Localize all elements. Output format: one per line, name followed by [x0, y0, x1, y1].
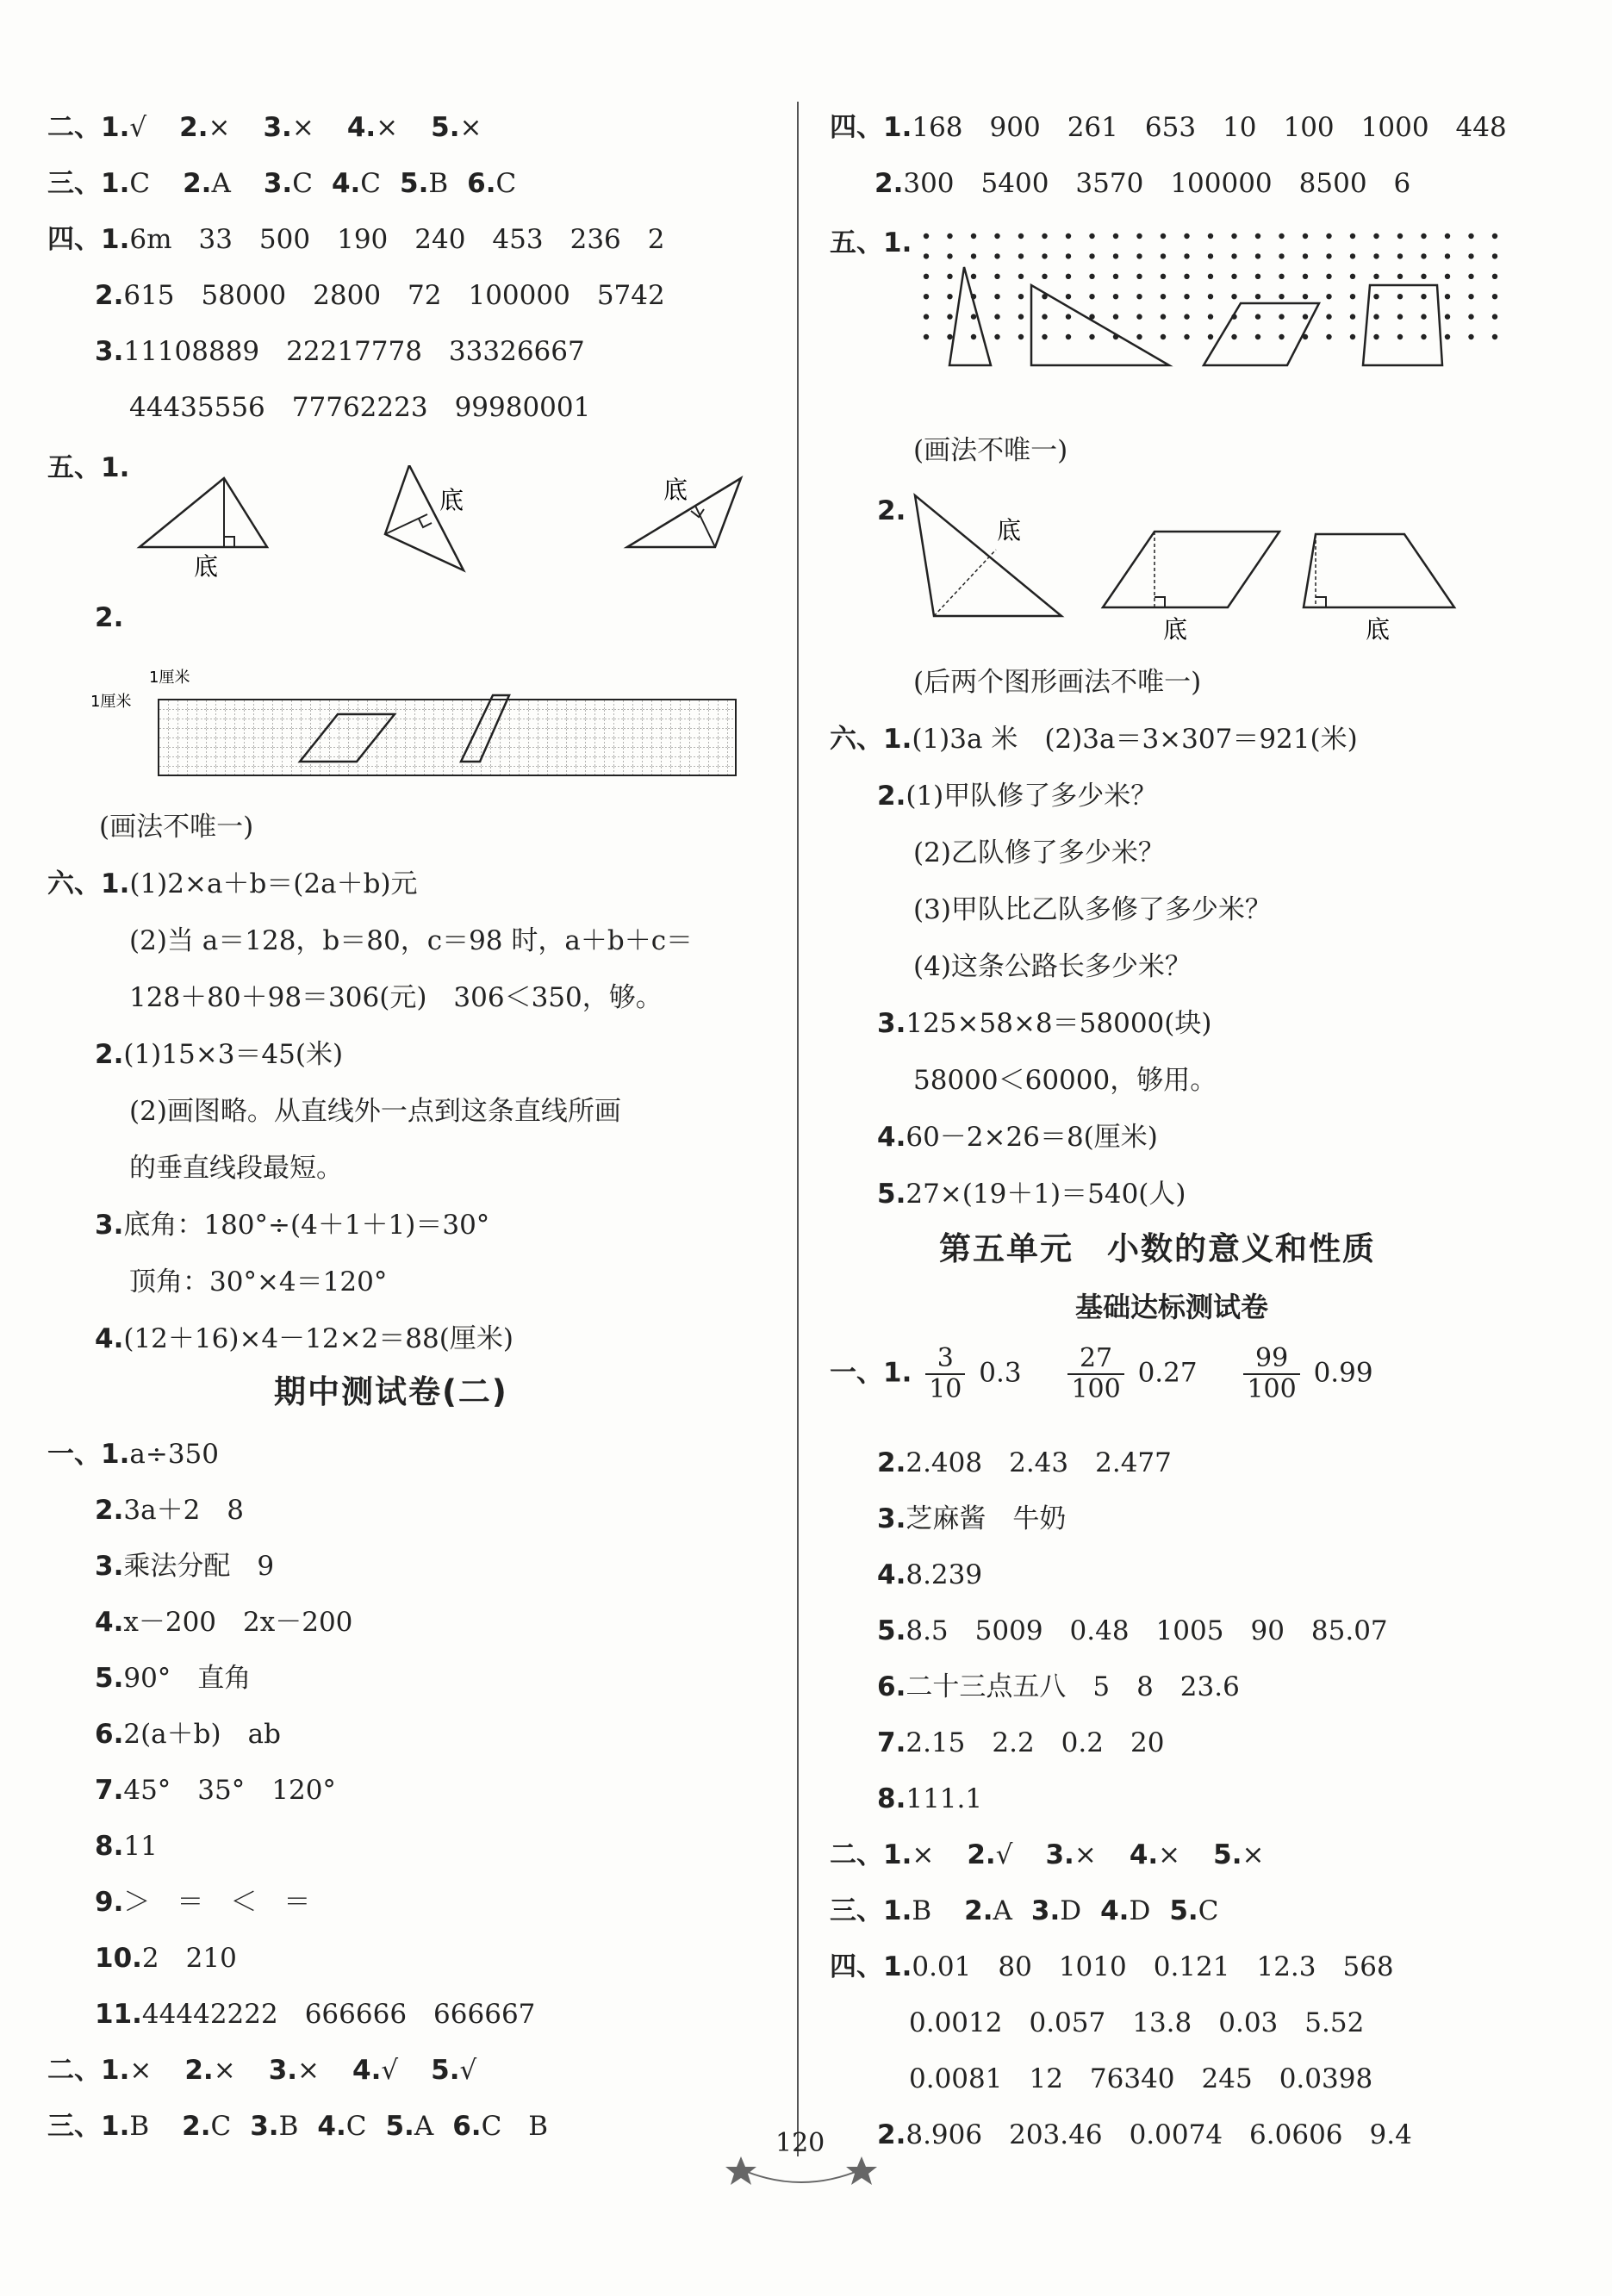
grid-dot — [1255, 294, 1260, 299]
answer-line: 四、1.6m 33 500 190 240 453 236 2 — [47, 224, 665, 255]
grid-dot — [1421, 314, 1426, 319]
answer-line: 0.0081 12 76340 245 0.0398 — [909, 2063, 1373, 2094]
grid-dot — [1397, 334, 1403, 339]
grid-dot — [1397, 314, 1403, 319]
grid-dot — [1279, 334, 1284, 339]
answer-line: 7.45° 35° 120° — [95, 1775, 336, 1806]
answer-line: 的垂直线段最短。 — [129, 1153, 343, 1184]
grid-dot — [1303, 233, 1308, 239]
unit-title: 第五单元 小数的意义和性质 — [939, 1230, 1376, 1267]
grid-dot — [1113, 294, 1118, 299]
grid-dot — [1018, 233, 1024, 239]
grid-dot — [994, 253, 999, 258]
grid-dot — [1421, 334, 1426, 339]
answer-line: 8.111.1 — [877, 1783, 983, 1814]
answer-line: 三、1.C 2.A 3.C 4.C 5.B 6.C — [47, 168, 517, 199]
grid-dot — [1113, 314, 1118, 319]
answer-line: 二、1.√ 2.× 3.× 4.× 5.× — [47, 112, 482, 143]
grid-dot — [1231, 274, 1236, 279]
answer-line: 3.乘法分配 9 — [95, 1551, 275, 1582]
grid-dot — [1231, 253, 1236, 258]
grid-dot — [1303, 253, 1308, 258]
grid-dot — [1066, 233, 1071, 239]
grid-dot — [1445, 253, 1450, 258]
answer-line: 11.44442222 666666 666667 — [95, 1999, 536, 2030]
grid-dot — [1255, 233, 1260, 239]
grid-dot — [924, 314, 929, 319]
answer-line: (4)这条公路长多少米？ — [913, 951, 1192, 982]
grid-dot — [1350, 314, 1355, 319]
grid-dot — [1066, 334, 1071, 339]
answer-line: 58000＜60000，够用。 — [913, 1065, 1217, 1096]
grid-dot — [1445, 233, 1450, 239]
grid-dot — [924, 274, 929, 279]
grid-dot — [1208, 294, 1213, 299]
triangle-height-figures — [129, 465, 767, 586]
grid-dot — [994, 294, 999, 299]
sub-title: 基础达标测试卷 — [1075, 1291, 1269, 1323]
answer-line: 2.615 58000 2800 72 100000 5742 — [95, 280, 665, 311]
grid-dot — [1350, 294, 1355, 299]
grid-dot — [1350, 233, 1355, 239]
grid-dot — [1066, 253, 1071, 258]
grid-dot — [1042, 233, 1047, 239]
star-icon — [725, 2156, 756, 2185]
grid-dot — [1350, 274, 1355, 279]
grid-dot — [1255, 274, 1260, 279]
grid-dot — [1231, 294, 1236, 299]
answer-line: 3.11108889 22217778 33326667 — [95, 336, 585, 367]
obtuse-triangle-figure — [915, 495, 1061, 616]
answer-line: (3)甲队比乙队多修了多少米？ — [913, 894, 1272, 925]
grid-dot — [1468, 253, 1473, 258]
grid-dot — [1231, 233, 1236, 239]
grid-dot — [1113, 253, 1118, 258]
grid-dot — [1161, 294, 1166, 299]
grid-dot — [1303, 294, 1308, 299]
grid-dot — [1373, 274, 1379, 279]
section-title: 期中测试卷(二) — [274, 1373, 508, 1410]
grid-dot — [1208, 334, 1213, 339]
grid-dot — [1042, 253, 1047, 258]
grid-dot — [994, 233, 999, 239]
grid-dot — [1468, 314, 1473, 319]
grid-dot — [924, 334, 929, 339]
grid-parallelogram-figure — [90, 663, 745, 780]
grid-dot — [1445, 314, 1450, 319]
grid-dot — [1184, 274, 1189, 279]
grid-dot — [1136, 294, 1142, 299]
footer-swoosh — [741, 2169, 862, 2182]
answer-line: 7.2.15 2.2 0.2 20 — [877, 1727, 1165, 1758]
grid-dot — [1492, 274, 1497, 279]
grid-dot — [1018, 294, 1024, 299]
answer-line: 二、1.× 2.× 3.× 4.√ 5.√ — [47, 2055, 477, 2086]
grid-dot — [1255, 334, 1260, 339]
fraction: $\frac{99}{100}$ — [1243, 1344, 1299, 1404]
dot-grid-shapes-figure — [913, 226, 1525, 398]
page-number: 120 — [775, 2128, 825, 2158]
triangle-figure-2 — [385, 465, 464, 570]
star-icon — [846, 2156, 877, 2185]
grid-dot — [1042, 314, 1047, 319]
grid-dot — [1066, 314, 1071, 319]
grid-dot — [1326, 294, 1331, 299]
grid-dot — [1373, 253, 1379, 258]
answer-line: 9.＞ ＝ ＜ ＝ — [95, 1887, 311, 1918]
grid-dot — [1492, 233, 1497, 239]
grid-dot — [1255, 314, 1260, 319]
grid-dot — [1421, 233, 1426, 239]
grid-dot — [1421, 253, 1426, 258]
shape-triangle-right — [1031, 285, 1169, 365]
answer-line: 顶角：30°×4＝120° — [129, 1266, 388, 1297]
grid-dot — [1468, 233, 1473, 239]
answer-line: 5.8.5 5009 0.48 1005 90 85.07 — [877, 1615, 1388, 1646]
grid-dot — [1326, 274, 1331, 279]
grid-dot — [1089, 274, 1094, 279]
grid-dot — [1136, 314, 1142, 319]
grid-dot — [924, 294, 929, 299]
grid-dot — [924, 253, 929, 258]
answer-line: 2.2.408 2.43 2.477 — [877, 1447, 1172, 1478]
grid-dot — [1113, 233, 1118, 239]
grid-dot — [1184, 334, 1189, 339]
parallelogram-height-figure — [1103, 532, 1279, 644]
grid-dot — [1350, 334, 1355, 339]
grid-dot — [1089, 334, 1094, 339]
base-height-figures — [909, 487, 1469, 650]
grid-dot — [1136, 334, 1142, 339]
base-label: 底 — [1366, 615, 1391, 644]
grid-dot — [1492, 334, 1497, 339]
answer-line: 2. — [95, 602, 124, 633]
answer-line: 4.60－2×26＝8(厘米) — [877, 1122, 1158, 1153]
grid-dot — [1492, 253, 1497, 258]
grid-dot — [971, 233, 976, 239]
grid-dot — [1326, 253, 1331, 258]
answer-line: 3.芝麻酱 牛奶 — [877, 1503, 1067, 1534]
grid-dot — [1373, 294, 1379, 299]
answer-line: 2.300 5400 3570 100000 8500 6 — [874, 168, 1411, 199]
grid-dot — [1397, 274, 1403, 279]
triangle-figure-3 — [627, 476, 741, 547]
grid-dot — [1161, 233, 1166, 239]
grid-dot — [924, 233, 929, 239]
grid-dot — [1445, 294, 1450, 299]
answer-line: (画法不唯一) — [913, 435, 1068, 466]
grid-dot — [994, 274, 999, 279]
grid-dot — [1018, 334, 1024, 339]
shape-parallelogram — [1204, 303, 1319, 365]
grid-dot — [1492, 314, 1497, 319]
grid-dot — [947, 334, 952, 339]
grid-dot — [994, 334, 999, 339]
grid-dot — [1279, 294, 1284, 299]
answer-line: 10.2 210 — [95, 1943, 237, 1974]
grid-dot — [971, 274, 976, 279]
grid-dot — [1136, 274, 1142, 279]
grid-dot — [1066, 274, 1071, 279]
grid-dot — [1184, 233, 1189, 239]
base-label: 底 — [1163, 615, 1188, 644]
answer-line: (2)画图略。从直线外一点到这条直线所画 — [129, 1096, 621, 1127]
grid-dot — [1255, 253, 1260, 258]
answer-line: 128＋80＋98＝306(元) 306＜350，够。 — [129, 982, 663, 1013]
grid-dot — [947, 314, 952, 319]
grid-dot — [1161, 314, 1166, 319]
answer-line: 四、1.168 900 261 653 10 100 1000 448 — [830, 112, 1507, 143]
grid-dot — [1042, 274, 1047, 279]
answer-line: 一、1.a÷350 — [47, 1439, 219, 1470]
answer-line: 2. — [877, 495, 906, 526]
grid-dot — [1326, 233, 1331, 239]
grid-dot — [1184, 253, 1189, 258]
grid-dot — [1303, 274, 1308, 279]
grid-dot — [1373, 314, 1379, 319]
answer-line: 6.二十三点五八 5 8 23.6 — [877, 1671, 1240, 1702]
grid-dot — [1136, 233, 1142, 239]
grid-dot — [1445, 334, 1450, 339]
answer-line: 2.(1)甲队修了多少米？ — [877, 781, 1158, 812]
answer-line: (2)当 a＝128，b＝80，c＝98 时，a＋b＋c＝ — [129, 925, 694, 956]
grid-dot — [1373, 334, 1379, 339]
grid-dot — [971, 314, 976, 319]
grid-dot — [971, 334, 976, 339]
grid-dot — [1279, 274, 1284, 279]
grid-dot — [1161, 253, 1166, 258]
grid-dot — [1397, 253, 1403, 258]
grid-dot — [947, 253, 952, 258]
grid-dot — [1326, 334, 1331, 339]
answer-line: 5.27×(19＋1)＝540(人) — [877, 1179, 1186, 1210]
grid-dot — [947, 274, 952, 279]
grid-dot — [1373, 233, 1379, 239]
base-label: 底 — [997, 516, 1022, 544]
grid-dot — [1184, 314, 1189, 319]
grid-dot — [1279, 233, 1284, 239]
grid-dot — [1089, 294, 1094, 299]
grid-dot — [1350, 253, 1355, 258]
grid-dot — [1468, 274, 1473, 279]
answer-line: 4.x－200 2x－200 — [95, 1607, 353, 1638]
answer-line: 4.8.239 — [877, 1559, 983, 1590]
answer-line: 5.90° 直角 — [95, 1663, 252, 1694]
grid-dot — [1161, 334, 1166, 339]
answer-line: 44435556 77762223 99980001 — [129, 392, 591, 423]
answer-line: 六、1.(1)3a 米 (2)3a＝3×307＝921(米) — [830, 724, 1358, 755]
grid-dot — [1279, 314, 1284, 319]
answer-line: 五、1. — [830, 227, 912, 258]
grid-dot — [1184, 294, 1189, 299]
answer-line: 4.(12＋16)×4－12×2＝88(厘米) — [95, 1323, 513, 1354]
grid-dot — [1089, 233, 1094, 239]
grid-dot — [1397, 233, 1403, 239]
grid-dot — [1018, 253, 1024, 258]
answer-line: 0.0012 0.057 13.8 0.03 5.52 — [909, 2007, 1365, 2038]
answer-line: 6.2(a＋b) ab — [95, 1719, 281, 1750]
answer-line: (2)乙队修了多少米？ — [913, 837, 1165, 868]
grid-dot — [1421, 294, 1426, 299]
grid-dot — [1113, 274, 1118, 279]
grid-dot — [1468, 334, 1473, 339]
answer-line: 五、1. — [47, 452, 130, 483]
grid-dot — [971, 253, 976, 258]
base-label: 底 — [439, 486, 464, 514]
grid-dot — [1445, 274, 1450, 279]
grid-dot — [1231, 334, 1236, 339]
fraction: $\frac{3}{10}$ — [925, 1344, 965, 1404]
grid-dot — [1326, 314, 1331, 319]
answer-line: 二、1.× 2.√ 3.× 4.× 5.× — [830, 1839, 1265, 1870]
grid-dot — [1421, 274, 1426, 279]
trapezoid-height-figure — [1304, 534, 1454, 644]
grid-unit-label: 1厘米 — [149, 669, 190, 687]
grid-dot — [994, 314, 999, 319]
answer-line: 3.125×58×8＝58000(块) — [877, 1008, 1212, 1039]
grid-dot — [1018, 314, 1024, 319]
triangle-figure-1 — [140, 478, 267, 581]
base-label: 底 — [194, 552, 219, 581]
answer-line: 三、1.B 2.A 3.D 4.D 5.C — [830, 1895, 1219, 1926]
grid-unit-label: 1厘米 — [90, 693, 132, 711]
grid-dot — [1089, 253, 1094, 258]
grid-dot — [947, 233, 952, 239]
answer-line: 8.11 — [95, 1831, 158, 1862]
answer-line: 2.8.906 203.46 0.0074 6.0606 9.4 — [877, 2119, 1412, 2150]
grid-dot — [1279, 253, 1284, 258]
answer-line: (画法不唯一) — [99, 812, 254, 843]
answer-line-fractions: 一、1. $\frac{3}{10}$ 0.3 $\frac{27}{100}$ 0.27 $\frac{99}{100}$ 0.99 — [830, 1343, 1373, 1404]
answer-line: 2.3a＋2 8 — [95, 1495, 245, 1526]
answer-line: 四、1.0.01 80 1010 0.121 12.3 568 — [830, 1951, 1394, 1982]
grid-dot — [1208, 233, 1213, 239]
grid-dot — [947, 294, 952, 299]
answer-line: 六、1.(1)2×a＋b＝(2a＋b)元 — [47, 868, 418, 899]
answer-line: 3.底角：180°÷(4＋1＋1)＝30° — [95, 1210, 490, 1241]
answer-line: (后两个图形画法不唯一) — [913, 667, 1202, 698]
shape-triangle-acute — [949, 267, 991, 365]
column-divider — [797, 102, 799, 2156]
grid-dot — [1397, 294, 1403, 299]
grid-dot — [1208, 253, 1213, 258]
grid-dot — [1208, 314, 1213, 319]
grid-dot — [1303, 314, 1308, 319]
grid-dot — [1066, 294, 1071, 299]
grid-dot — [1161, 274, 1166, 279]
fraction: $\frac{27}{100}$ — [1067, 1344, 1123, 1404]
grid-dot — [1468, 294, 1473, 299]
base-label: 底 — [663, 476, 688, 504]
grid-dot — [1136, 253, 1142, 258]
grid-dot — [1208, 274, 1213, 279]
answer-line: 三、1.B 2.C 3.B 4.C 5.A 6.C B — [47, 2111, 549, 2142]
grid-dot — [1492, 294, 1497, 299]
grid-dot — [1018, 274, 1024, 279]
answer-line: 2.(1)15×3＝45(米) — [95, 1039, 344, 1070]
grid-dot — [1042, 334, 1047, 339]
